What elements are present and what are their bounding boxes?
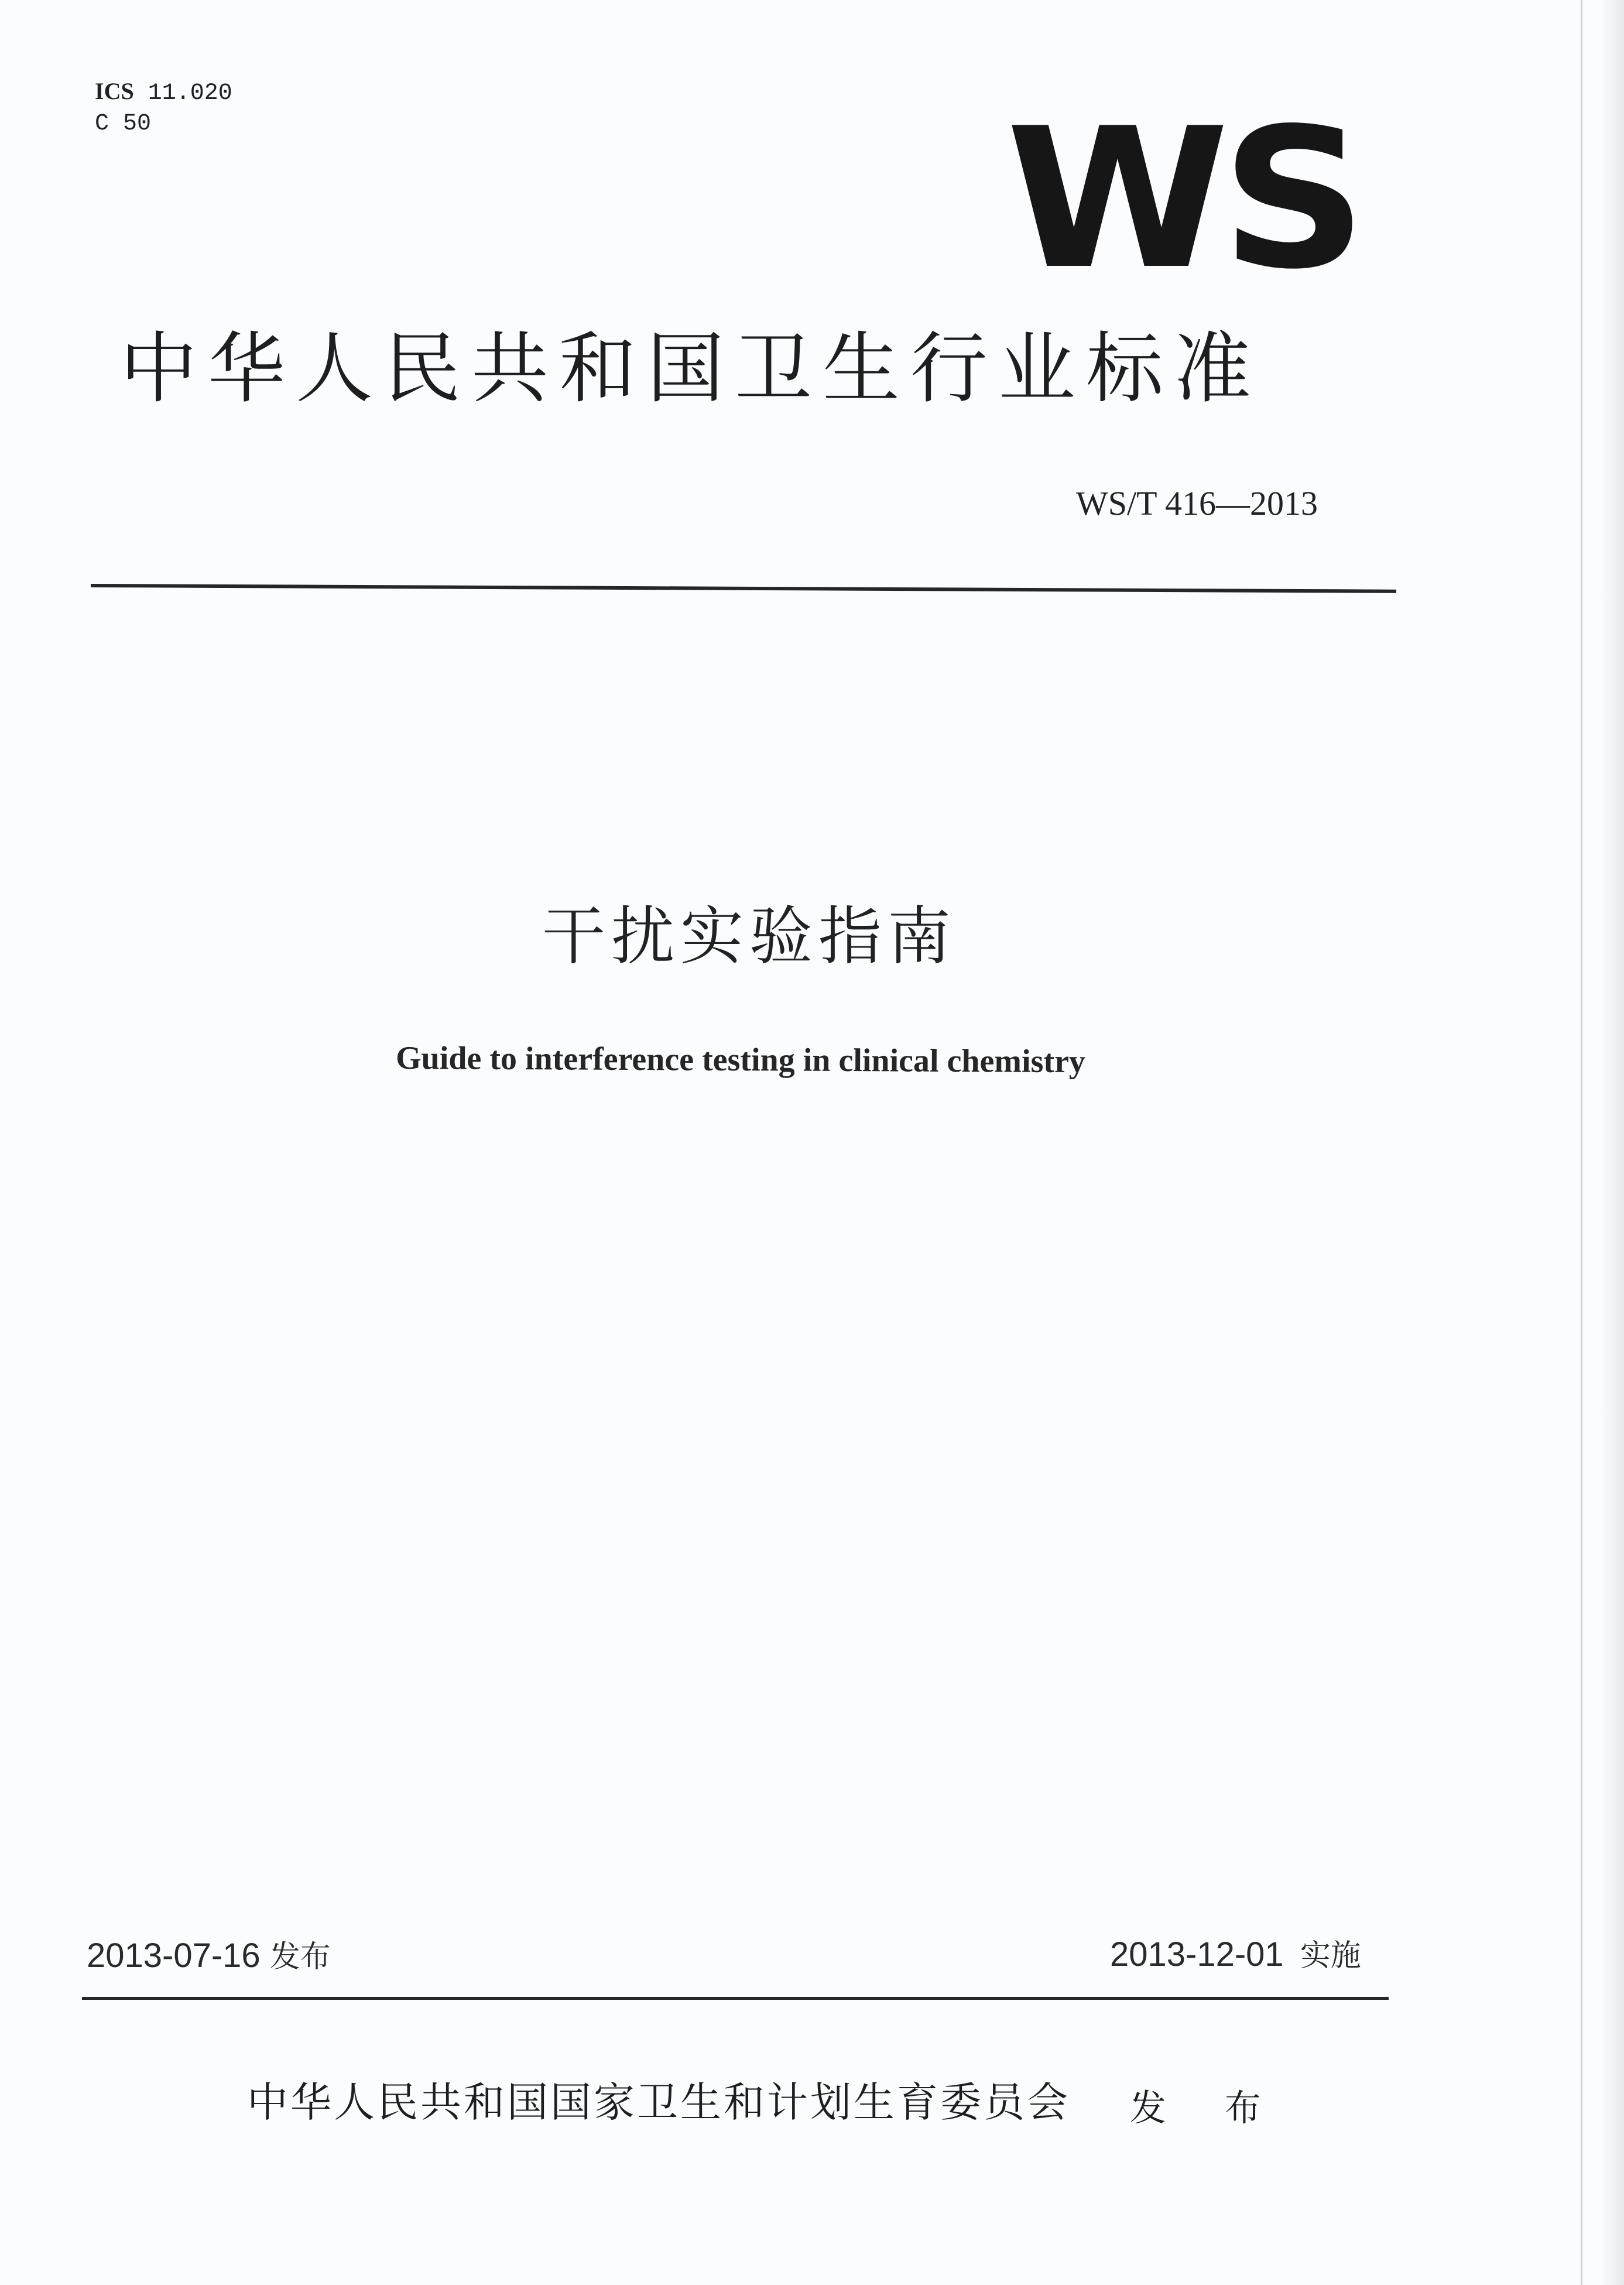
issue-date: 2013-07-16 — [87, 1937, 261, 1975]
scan-edge-shade — [1601, 0, 1624, 2285]
issue-date-block — [87, 1932, 331, 1980]
header-divider — [91, 584, 1396, 593]
issue-label: 发布 — [269, 1939, 331, 1975]
ws-logo: WS — [1006, 87, 1359, 312]
implementation-date: 2013-12-01 — [1110, 1935, 1284, 1973]
implementation-label: 实施 — [1300, 1938, 1361, 1973]
footer-divider — [82, 1997, 1389, 2000]
standard-number: WS/T 416—2013 — [1076, 484, 1318, 522]
classification-codes — [95, 76, 232, 139]
issuing-authority: 中华人民共和国国家卫生和计划生育委员会 — [247, 2078, 1070, 2126]
scan-edge-line — [1581, 0, 1582, 2285]
ccs-code: C 50 — [95, 111, 152, 137]
document-title-chinese: 干扰实验指南 — [542, 900, 957, 973]
document-title-english: Guide to interference testing in clinical chemistry — [395, 1039, 1086, 1080]
standard-category-title: 中华人民共和国卫生行业标准 — [120, 324, 1262, 414]
ics-code: 11.020 — [148, 80, 232, 107]
issuing-action: 发 布 — [1130, 2086, 1284, 2129]
implementation-date-block — [1110, 1931, 1361, 1979]
ics-label: ICS — [95, 78, 134, 104]
ics-line — [95, 76, 232, 109]
